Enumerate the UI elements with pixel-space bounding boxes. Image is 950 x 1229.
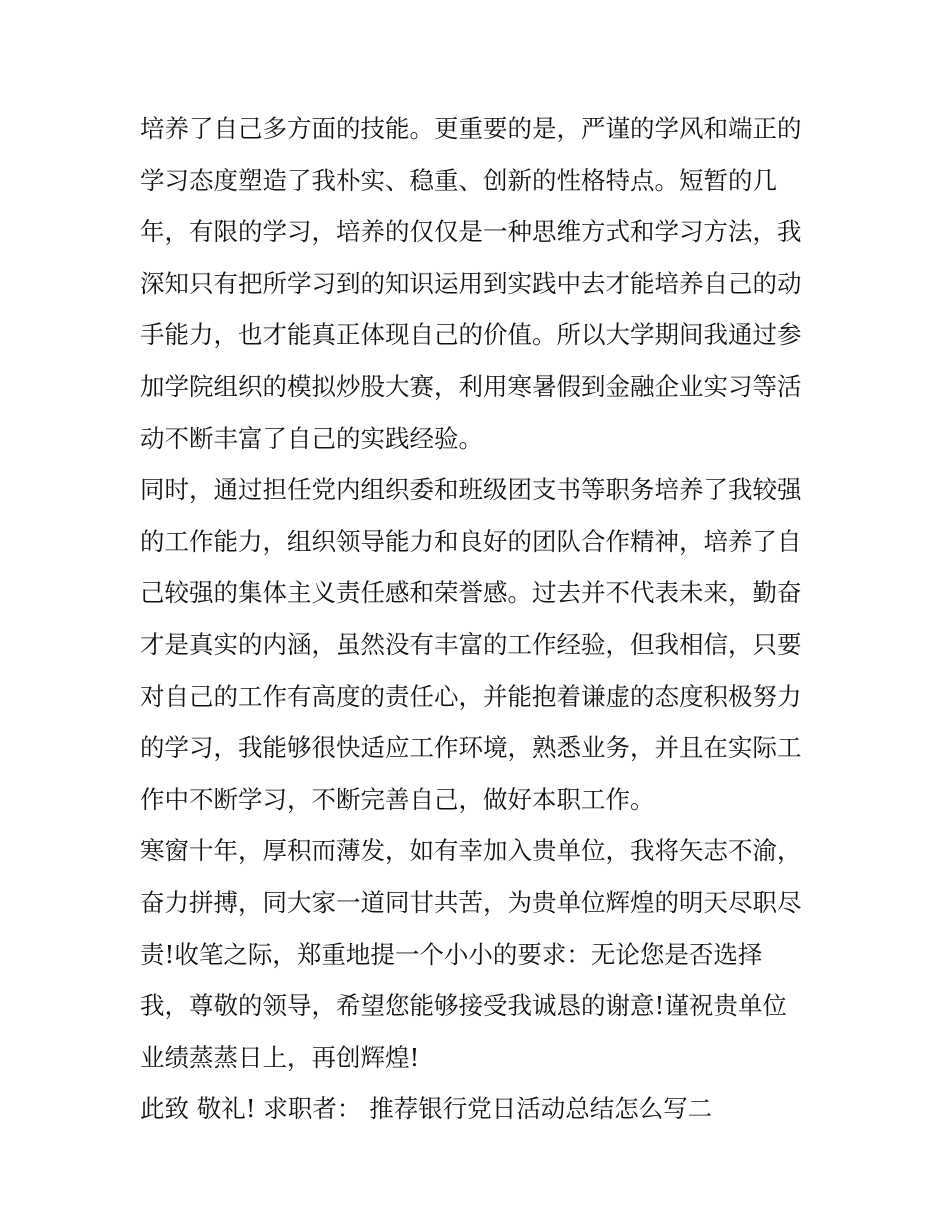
- text-line-4: 深知只有把所学习到的知识运用到实践中去才能培养自己的动: [140, 268, 802, 298]
- text-line-16: 奋力拼搏，同大家一道同甘共苦，为贵单位辉煌的明天尽职尽: [140, 887, 802, 917]
- text-line-8: 同时，通过担任党内组织委和班级团支书等职务培养了我较强: [140, 475, 802, 505]
- text-line-9: 的工作能力，组织领导能力和良好的团队合作精神，培养了自: [140, 526, 802, 556]
- text-line-20: 此致 敬礼! 求职者： 推荐银行党日活动总结怎么写二: [140, 1094, 713, 1124]
- text-line-19: 业绩蒸蒸日上，再创辉煌!: [140, 1042, 420, 1072]
- text-line-2: 学习态度塑造了我朴实、稳重、创新的性格特点。短暂的几: [140, 165, 777, 195]
- text-line-13: 的学习，我能够很快适应工作环境，熟悉业务，并且在实际工: [140, 733, 802, 763]
- text-line-14: 作中不断学习，不断完善自己，做好本职工作。: [140, 784, 655, 814]
- text-line-18: 我，尊敬的领导，希望您能够接受我诚恳的谢意!谨祝贵单位: [140, 991, 787, 1021]
- text-line-7: 动不断丰富了自己的实践经验。: [140, 423, 483, 453]
- text-line-11: 才是真实的内涵，虽然没有丰富的工作经验，但我相信，只要: [140, 629, 802, 659]
- text-line-10: 己较强的集体主义责任感和荣誉感。过去并不代表未来，勤奋: [140, 578, 802, 608]
- text-line-12: 对自己的工作有高度的责任心，并能抱着谦虚的态度积极努力: [140, 681, 802, 711]
- text-line-3: 年，有限的学习，培养的仅仅是一种思维方式和学习方法，我: [140, 217, 802, 247]
- text-line-5: 手能力，也才能真正体现自己的价值。所以大学期间我通过参: [140, 320, 802, 350]
- text-line-17: 责!收笔之际，郑重地提一个小小的要求：无论您是否选择: [140, 939, 763, 969]
- body-text: [140, 103, 820, 1135]
- text-line-1: 培养了自己多方面的技能。更重要的是，严谨的学风和端正的: [140, 114, 802, 143]
- text-line-6: 加学院组织的模拟炒股大赛，利用寒暑假到金融企业实习等活: [140, 371, 802, 401]
- text-line-15: 寒窗十年，厚积而薄发，如有幸加入贵单位，我将矢志不渝，: [140, 836, 802, 866]
